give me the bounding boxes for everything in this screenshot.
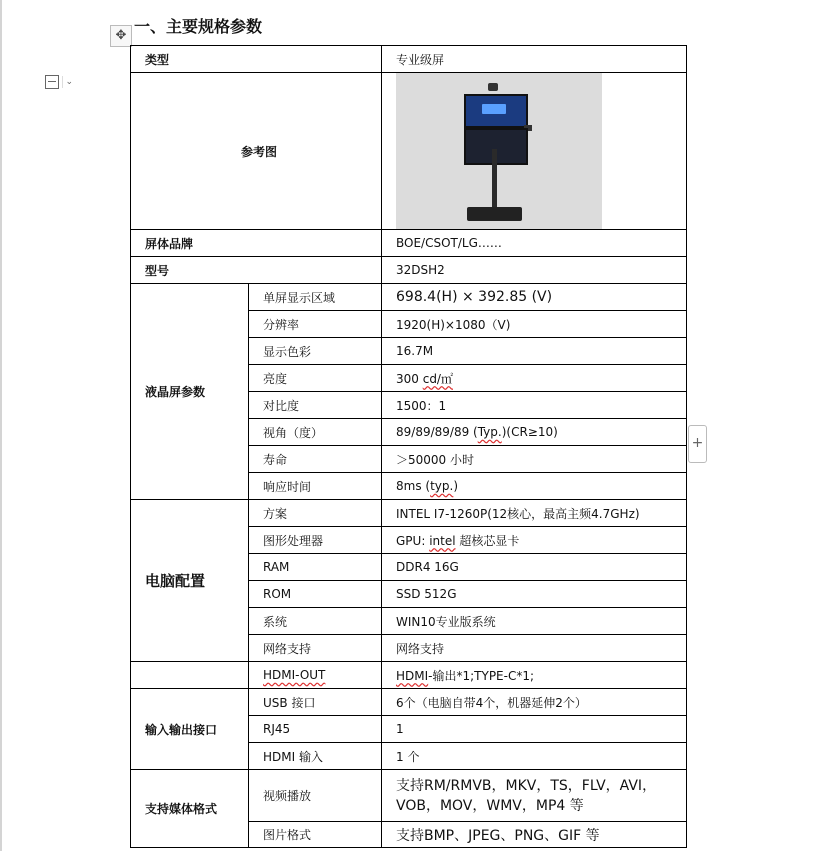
spec-table: [130, 45, 687, 848]
lcd-row-name: 视角（度）: [249, 419, 382, 446]
table-row: [131, 73, 687, 230]
hdmi-out-name: HDMI-OUT: [249, 662, 382, 689]
lcd-group-label: 液晶屏参数: [131, 284, 249, 500]
io-row-value: 6个（电脑自带4个，机器延伸2个）: [382, 689, 687, 716]
table-move-handle[interactable]: [110, 25, 132, 47]
pc-row-name: 系统: [249, 608, 382, 635]
table-row: [131, 689, 687, 716]
pc-row-name: 网络支持: [249, 635, 382, 662]
add-column-button[interactable]: [688, 425, 707, 463]
table-row: [131, 230, 687, 257]
camera-shape: [488, 83, 498, 91]
lcd-row-value: 300 cd/㎡: [382, 365, 687, 392]
lcd-row-value: 1920(H)×1080（V): [382, 311, 687, 338]
stand-pole-shape: [492, 149, 497, 215]
pc-row-value: SSD 512G: [382, 581, 687, 608]
move-arrows-icon: ✥: [115, 28, 127, 43]
brand-value: BOE/CSOT/LG……: [382, 230, 687, 257]
io-row-value: 1: [382, 716, 687, 743]
layout-options-button[interactable]: [45, 73, 73, 91]
lcd-row-name: 对比度: [249, 392, 382, 419]
io-group-label: 输入输出接口: [131, 689, 249, 770]
upper-screen-shape: [464, 94, 528, 128]
lcd-row-value: ＞50000 小时: [382, 446, 687, 473]
pc-row-value: DDR4 16G: [382, 554, 687, 581]
hdmi-out-value: HDMI-输出*1;TYPE-C*1;: [382, 662, 687, 689]
io-row-name: RJ45: [249, 716, 382, 743]
page-left-border: [0, 0, 2, 851]
media-row-value: 支持RM/RMVB，MKV，TS，FLV，AVI，VOB，MOV，WMV，MP4 等: [382, 770, 687, 822]
table-row: [131, 770, 687, 822]
lcd-row-name: 分辨率: [249, 311, 382, 338]
table-row: [131, 46, 687, 73]
pc-row-name: 方案: [249, 500, 382, 527]
lcd-row-value: 1500：1: [382, 392, 687, 419]
layout-options-icon: [45, 75, 59, 89]
media-row-name: 视频播放: [249, 770, 382, 822]
pc-group-label: 电脑配置: [131, 500, 249, 662]
ref-image-cell: [382, 73, 687, 230]
table-row: [131, 284, 687, 311]
empty-group-cell: [131, 662, 249, 689]
pc-row-name: 图形处理器: [249, 527, 382, 554]
media-group-label: 支持媒体格式: [131, 770, 249, 848]
lcd-row-name: 单屏显示区域: [249, 284, 382, 311]
chevron-down-icon: ⌄: [62, 76, 73, 88]
ref-image-label: 参考图: [131, 73, 382, 230]
pc-row-name: ROM: [249, 581, 382, 608]
pc-row-name: RAM: [249, 554, 382, 581]
lcd-row-value: 698.4(H) × 392.85 (V): [382, 284, 687, 311]
header-label-cell: 类型: [131, 46, 382, 73]
pc-row-value: GPU: intel 超核芯显卡: [382, 527, 687, 554]
lcd-row-value: 16.7M: [382, 338, 687, 365]
plus-icon: +: [691, 435, 704, 451]
media-row-value: 支持BMP、JPEG、PNG、GIF 等: [382, 822, 687, 848]
lcd-row-name: 亮度: [249, 365, 382, 392]
pc-row-value: 网络支持: [382, 635, 687, 662]
io-row-name: HDMI 输入: [249, 743, 382, 770]
lcd-row-value: 8ms (typ.): [382, 473, 687, 500]
pc-row-value: WIN10专业版系统: [382, 608, 687, 635]
lcd-row-name: 显示色彩: [249, 338, 382, 365]
media-row-name: 图片格式: [249, 822, 382, 848]
table-row: [131, 500, 687, 527]
io-row-value: 1 个: [382, 743, 687, 770]
section-title: 一、主要规格参数: [134, 17, 263, 36]
product-reference-image: [396, 73, 602, 229]
model-label: 型号: [131, 257, 382, 284]
header-value-cell: 专业级屏: [382, 46, 687, 73]
model-value: 32DSH2: [382, 257, 687, 284]
lcd-row-name: 响应时间: [249, 473, 382, 500]
lcd-row-name: 寿命: [249, 446, 382, 473]
io-row-name: USB 接口: [249, 689, 382, 716]
brand-label: 屏体品牌: [131, 230, 382, 257]
lcd-row-value: 89/89/89/89 (Typ.)(CR≥10): [382, 419, 687, 446]
stand-base-shape: [467, 207, 522, 221]
table-row: [131, 257, 687, 284]
table-row: [131, 662, 687, 689]
pc-row-value: INTEL I7-1260P(12核心，最高主频4.7GHz): [382, 500, 687, 527]
